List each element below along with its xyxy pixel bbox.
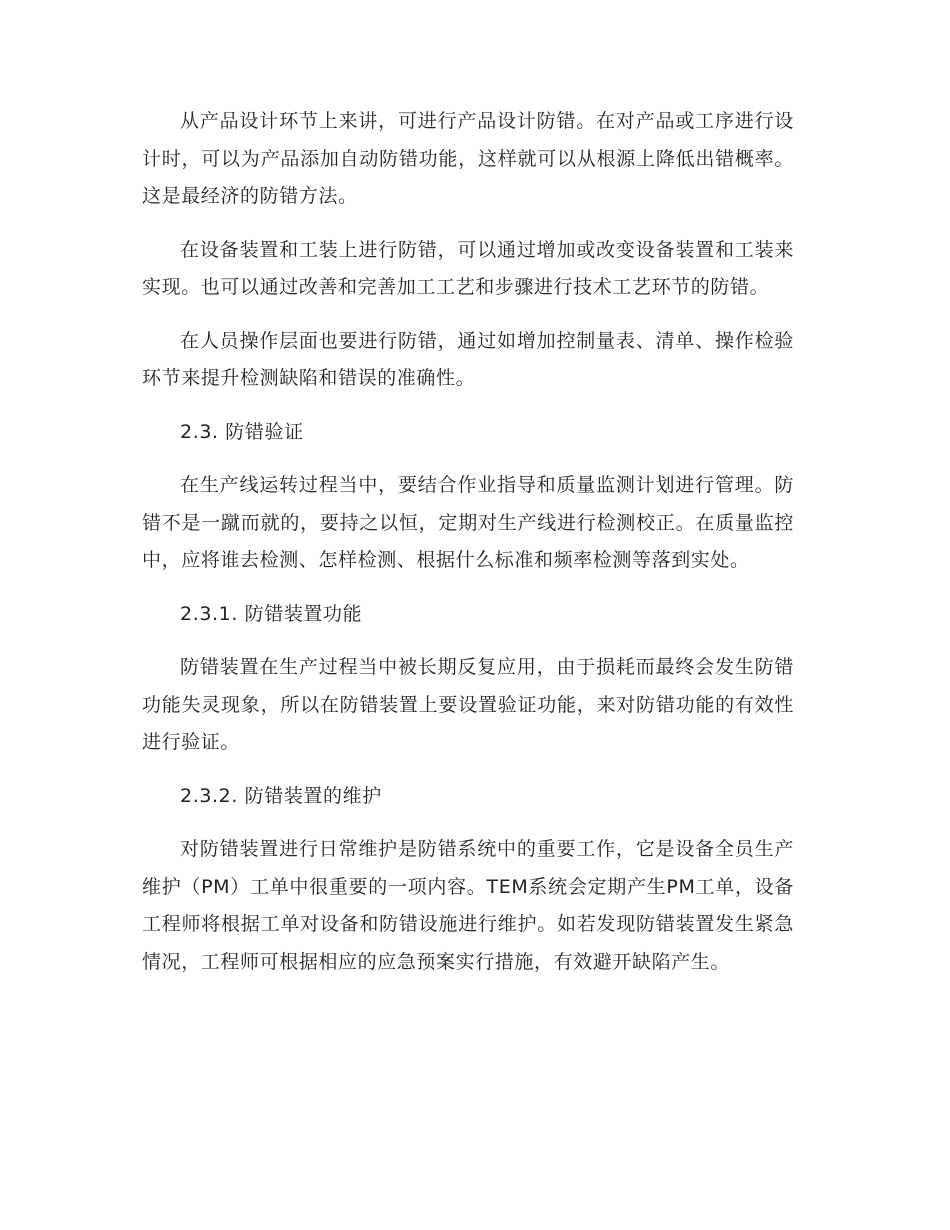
- section-heading-2-3: 2.3. 防错验证: [180, 420, 304, 443]
- paragraph-device-function: 防错装置在生产过程当中被长期反复应用，由于损耗而最终会发生防错功能失灵现象，所以在防错装置上要设置验证功能，来对防错功能的有效性进行验证。: [142, 656, 794, 753]
- document-body: [142, 103, 794, 997]
- section-heading-2-3-2: 2.3.2. 防错装置的维护: [180, 784, 382, 807]
- paragraph-product-design: 从产品设计环节上来讲，可进行产品设计防错。在对产品或工序进行设计时，可以为产品添加自动防错功能，这样就可以从根源上降低出错概率。这是最经济的防错方法。: [142, 110, 794, 207]
- section-heading-2-3-1: 2.3.1. 防错装置功能: [180, 602, 363, 625]
- paragraph-device-maintenance: 对防错装置进行日常维护是防错系统中的重要工作，它是设备全员生产维护（PM）工单中很重要的一项内容。TEM系统会定期产生PM工单，设备工程师将根据工单对设备和防错设施进行维护。如若发现防错装置发生紧急情况，工程师可根据相应的应急预案实行措施，有效避开缺陷产生。: [142, 838, 794, 973]
- paragraph-personnel-operation: 在人员操作层面也要进行防错，通过如增加控制量表、清单、操作检验环节来提升检测缺陷和错误的准确性。: [142, 329, 794, 389]
- paragraph-verification: 在生产线运转过程当中，要结合作业指导和质量监测计划进行管理。防错不是一蹴而就的，要持之以恒，定期对生产线进行检测校正。在质量监控中，应将谁去检测、怎样检测、根据什么标准和频率检测等落到实处。: [142, 474, 794, 571]
- paragraph-equipment-tooling: 在设备装置和工装上进行防错，可以通过增加或改变设备装置和工装来实现。也可以通过改善和完善加工工艺和步骤进行技术工艺环节的防错。: [142, 238, 794, 298]
